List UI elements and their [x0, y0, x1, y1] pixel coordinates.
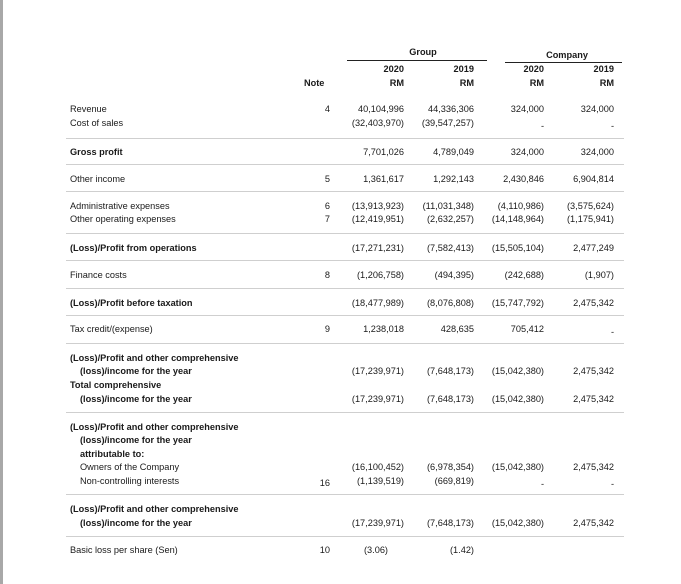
attributable-label-line1: (Loss)/Profit and other comprehensive	[70, 422, 239, 432]
cost-of-sales-g2020: (32,403,970)	[351, 118, 404, 128]
total-ci-c2020: (15,042,380)	[491, 394, 544, 404]
admin-expenses-c2019: (3,575,624)	[567, 201, 614, 211]
currency-group-2020: RM	[389, 78, 404, 88]
profit-oci-g2019: (7,648,173)	[427, 366, 474, 376]
admin-expenses-g2020: (13,913,923)	[351, 201, 404, 211]
owners-c2019: 2,475,342	[573, 462, 614, 472]
owners-g2019: (6,978,354)	[427, 462, 474, 472]
other-operating-expenses-label: Other operating expenses	[70, 214, 176, 224]
profit-oci-c2020: (15,042,380)	[491, 366, 544, 376]
profit-from-operations-label: (Loss)/Profit from operations	[70, 243, 197, 253]
cost-of-sales-c2020: -	[540, 121, 544, 131]
finance-costs-note: 8	[324, 270, 330, 280]
revenue-c2020: 324,000	[510, 104, 544, 114]
tax-note: 9	[324, 324, 330, 334]
group-header: Group	[409, 47, 437, 57]
profit-from-operations-c2020: (15,505,104)	[491, 243, 544, 253]
note-header: Note	[304, 78, 325, 88]
divider	[66, 191, 624, 192]
currency-group-2019: RM	[459, 78, 474, 88]
owners-g2020: (16,100,452)	[351, 462, 404, 472]
admin-expenses-g2019: (11,031,348)	[422, 201, 474, 211]
revenue-g2020: 40,104,996	[358, 104, 404, 114]
eps-g2019: (1.42)	[449, 545, 474, 555]
nci-label: Non-controlling interests	[80, 476, 180, 486]
cost-of-sales-c2019: -	[610, 121, 614, 131]
tax-g2020: 1,238,018	[363, 324, 404, 334]
company-underline	[505, 62, 622, 63]
divider	[66, 233, 624, 234]
eps-note: 10	[319, 545, 330, 555]
finance-costs-c2020: (242,688)	[504, 270, 544, 280]
total-ci-label-line2: (loss)/income for the year	[80, 394, 192, 404]
profit-oci-2-c2019: 2,475,342	[573, 518, 614, 528]
total-ci-c2019: 2,475,342	[573, 394, 614, 404]
divider	[66, 494, 624, 495]
attributable-label-line2: (loss)/income for the year	[80, 435, 192, 445]
profit-before-tax-g2019: (8,076,808)	[427, 298, 474, 308]
profit-oci-2-label-line1: (Loss)/Profit and other comprehensive	[70, 504, 239, 514]
divider	[66, 412, 624, 413]
other-operating-expenses-c2020: (14,148,964)	[491, 214, 544, 224]
owners-label: Owners of the Company	[80, 462, 180, 472]
group-underline	[347, 60, 487, 61]
other-operating-expenses-g2020: (12,419,951)	[351, 214, 404, 224]
tax-label: Tax credit/(expense)	[70, 324, 153, 334]
year-company-2019: 2019	[593, 64, 614, 74]
eps-g2020: (3.06)	[363, 545, 388, 555]
total-ci-g2019: (7,648,173)	[427, 394, 474, 404]
other-income-note: 5	[324, 174, 330, 184]
currency-company-2019: RM	[599, 78, 614, 88]
tax-g2019: 428,635	[440, 324, 474, 334]
finance-costs-g2020: (1,206,758)	[357, 270, 404, 280]
divider	[66, 288, 624, 289]
profit-oci-2-g2020: (17,239,971)	[351, 518, 404, 528]
tax-c2020: 705,412	[510, 324, 544, 334]
nci-g2020: (1,139,519)	[357, 476, 404, 486]
gross-profit-g2019: 4,789,049	[433, 147, 474, 157]
admin-expenses-note: 6	[324, 201, 330, 211]
profit-from-operations-g2019: (7,582,413)	[427, 243, 474, 253]
finance-costs-c2019: (1,907)	[584, 270, 614, 280]
revenue-note: 4	[324, 104, 330, 114]
owners-c2020: (15,042,380)	[491, 462, 544, 472]
tax-c2019: -	[610, 327, 614, 337]
nci-c2020: -	[540, 479, 544, 489]
other-operating-expenses-c2019: (1,175,941)	[567, 214, 614, 224]
profit-oci-label-line2: (loss)/income for the year	[80, 366, 192, 376]
company-header: Company	[546, 50, 588, 60]
gross-profit-label: Gross profit	[70, 147, 123, 157]
profit-from-operations-c2019: 2,477,249	[573, 243, 614, 253]
cost-of-sales-g2019: (39,547,257)	[421, 118, 474, 128]
divider	[66, 164, 624, 165]
divider	[66, 536, 624, 537]
gross-profit-g2020: 7,701,026	[363, 147, 404, 157]
profit-oci-c2019: 2,475,342	[573, 366, 614, 376]
other-income-label: Other income	[70, 174, 126, 184]
cost-of-sales-label: Cost of sales	[70, 118, 124, 128]
divider	[66, 315, 624, 316]
nci-note: 16	[319, 478, 330, 488]
profit-before-tax-c2020: (15,747,792)	[491, 298, 544, 308]
profit-oci-g2020: (17,239,971)	[351, 366, 404, 376]
other-income-g2019: 1,292,143	[433, 174, 474, 184]
other-income-g2020: 1,361,617	[363, 174, 404, 184]
profit-oci-2-c2020: (15,042,380)	[491, 518, 544, 528]
nci-g2019: (669,819)	[434, 476, 474, 486]
profit-before-tax-label: (Loss)/Profit before taxation	[70, 298, 193, 308]
nci-c2019: -	[610, 479, 614, 489]
other-income-c2019: 6,904,814	[573, 174, 614, 184]
profit-before-tax-g2020: (18,477,989)	[351, 298, 404, 308]
year-company-2020: 2020	[523, 64, 544, 74]
revenue-c2019: 324,000	[580, 104, 614, 114]
divider	[66, 260, 624, 261]
other-income-c2020: 2,430,846	[503, 174, 544, 184]
attributable-label-line3: attributable to:	[80, 449, 145, 459]
divider	[66, 138, 624, 139]
gross-profit-c2019: 324,000	[580, 147, 614, 157]
finance-costs-label: Finance costs	[70, 270, 127, 280]
eps-label: Basic loss per share (Sen)	[70, 545, 178, 555]
profit-oci-2-g2019: (7,648,173)	[427, 518, 474, 528]
revenue-g2019: 44,336,306	[428, 104, 474, 114]
year-group-2020: 2020	[383, 64, 404, 74]
divider	[66, 343, 624, 344]
other-operating-expenses-note: 7	[324, 214, 330, 224]
profit-before-tax-c2019: 2,475,342	[573, 298, 614, 308]
gross-profit-c2020: 324,000	[510, 147, 544, 157]
admin-expenses-label: Administrative expenses	[70, 201, 170, 211]
year-group-2019: 2019	[453, 64, 474, 74]
profit-from-operations-g2020: (17,271,231)	[351, 243, 404, 253]
finance-costs-g2019: (494,395)	[434, 270, 474, 280]
profit-oci-2-label-line2: (loss)/income for the year	[80, 518, 192, 528]
admin-expenses-c2020: (4,110,986)	[497, 201, 544, 211]
profit-oci-label-line1: (Loss)/Profit and other comprehensive	[70, 353, 239, 363]
other-operating-expenses-g2019: (2,632,257)	[427, 214, 474, 224]
currency-company-2020: RM	[529, 78, 544, 88]
total-ci-g2020: (17,239,971)	[351, 394, 404, 404]
total-ci-label-line1: Total comprehensive	[70, 380, 162, 390]
revenue-label: Revenue	[70, 104, 107, 114]
